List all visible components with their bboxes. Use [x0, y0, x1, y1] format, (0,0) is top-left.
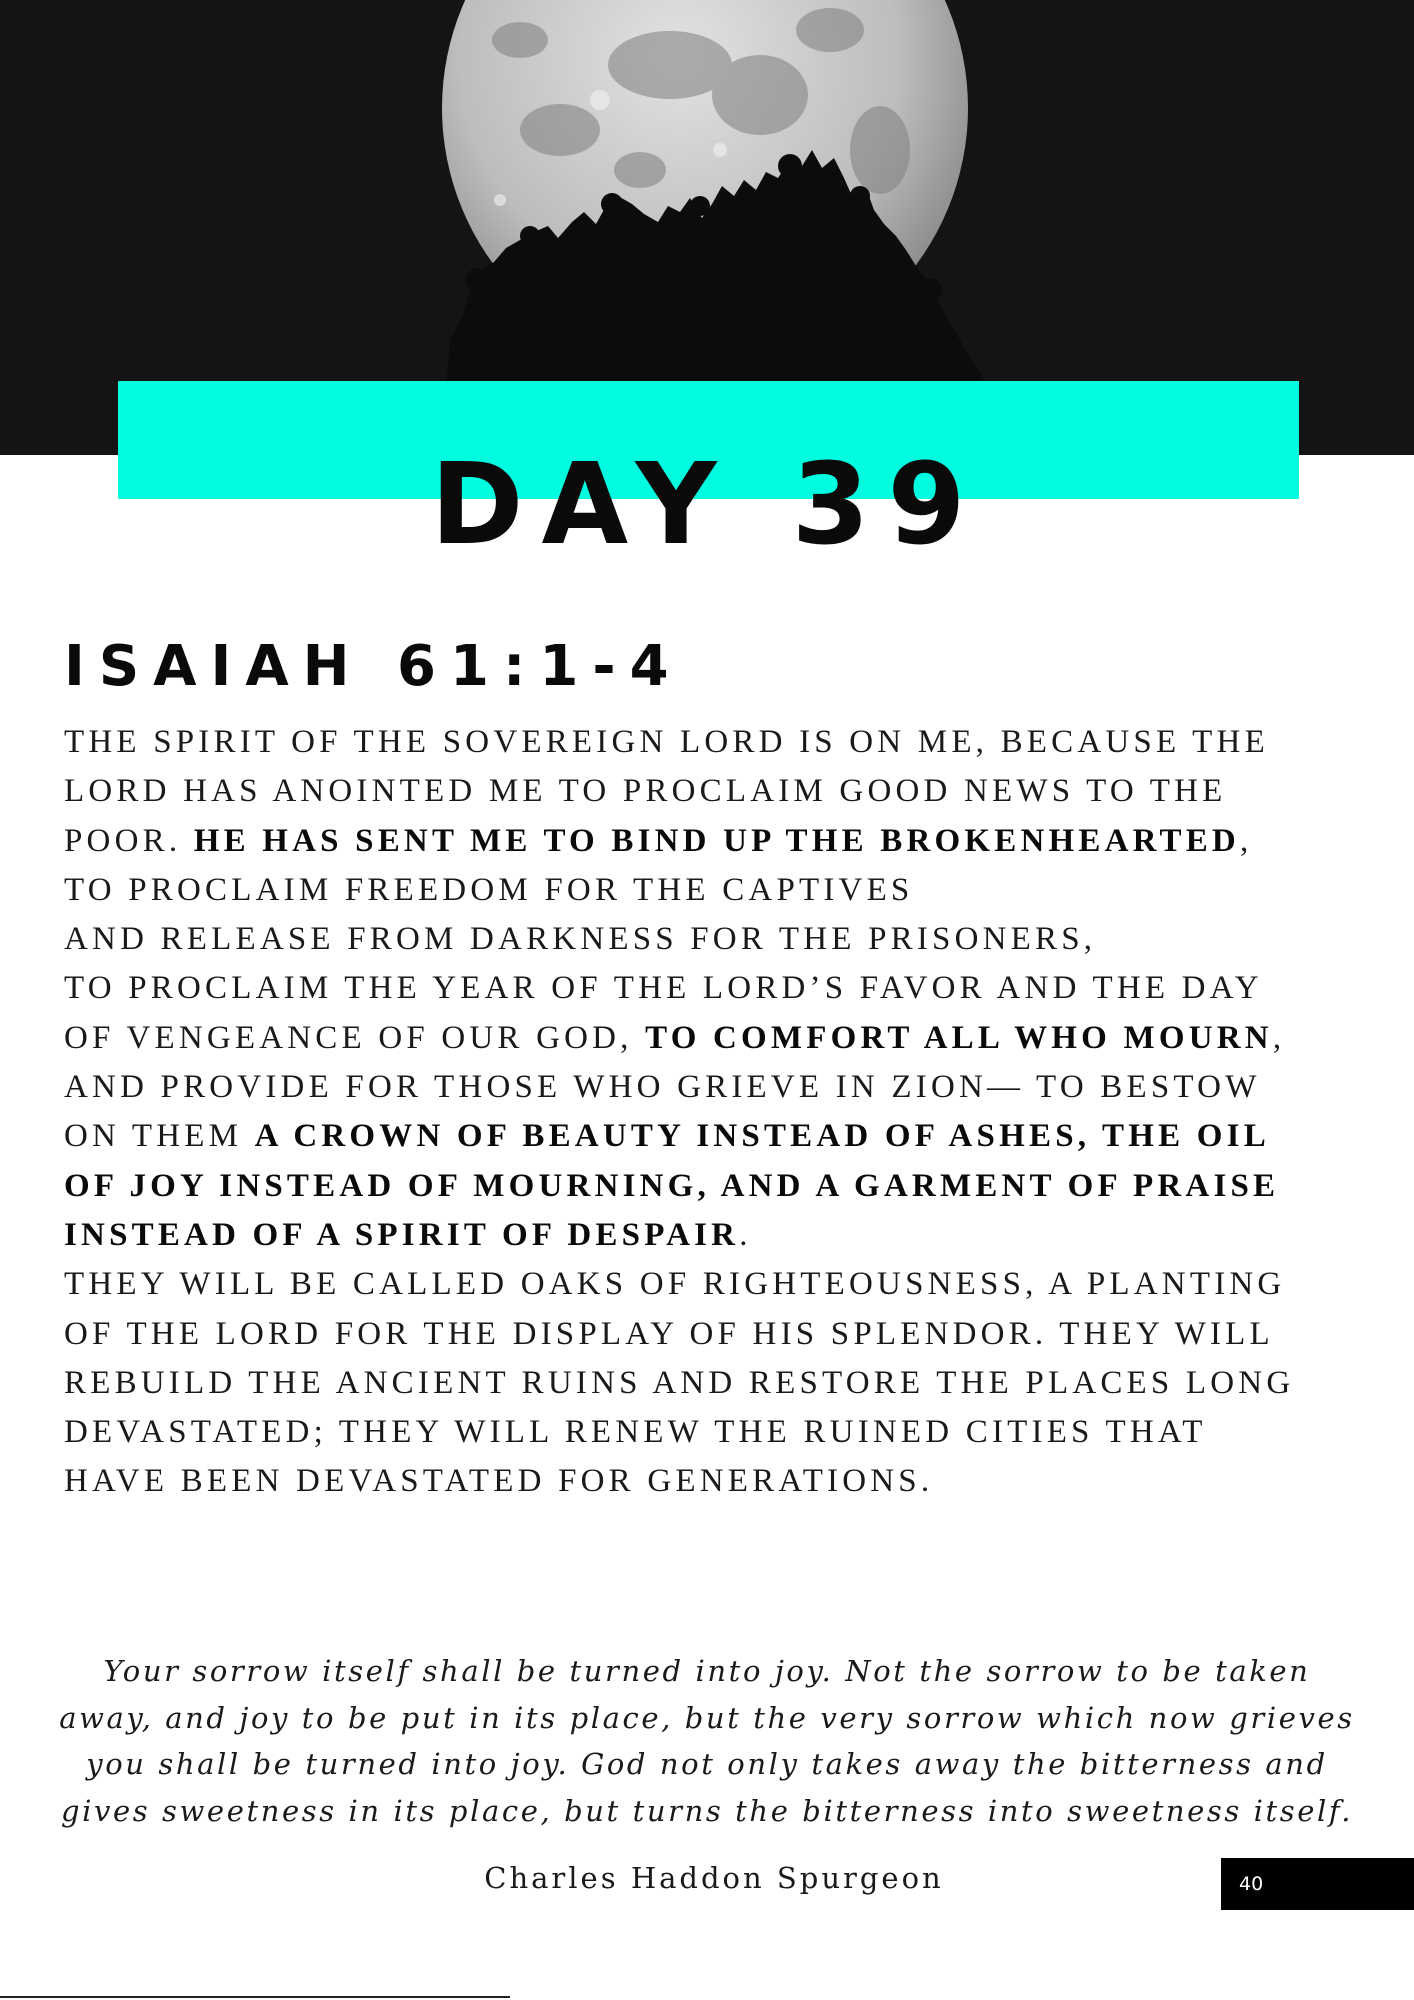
scripture-segment: REBUILD THE ANCIENT RUINS AND RESTORE THE PLACES LONG [64, 1364, 1295, 1401]
scripture-segment: OF VENGEANCE OF OUR GOD, [64, 1019, 646, 1056]
quote-line: gives sweetness in its place, but turns the bitterness into sweetness itself. [60, 1793, 1354, 1828]
scripture-line [64, 915, 1364, 964]
quote-line: Your sorrow itself shall be turned into joy. Not the sorrow to be taken [103, 1654, 1311, 1688]
scripture-line [64, 866, 1364, 915]
scripture-line [64, 817, 1364, 866]
scripture-emphasis: INSTEAD OF A SPIRIT OF DESPAIR [64, 1216, 740, 1253]
scripture-segment: , [1239, 822, 1253, 859]
scripture-segment: . [739, 1216, 752, 1253]
scripture-segment: POOR. [64, 822, 194, 859]
scripture-segment: TO PROCLAIM THE YEAR OF THE LORD’S FAVOR AND THE DAY [64, 970, 1263, 1007]
scripture-text [64, 718, 1364, 1507]
page-number: 40 [1221, 1858, 1414, 1910]
scripture-line [64, 718, 1364, 767]
scripture-emphasis: OF JOY INSTEAD OF MOURNING, AND A GARMENT OF PRAISE [64, 1167, 1280, 1204]
scripture-line [64, 1211, 1364, 1260]
scripture-line [64, 1457, 1364, 1506]
spurgeon-quote [40, 1648, 1374, 1834]
scripture-line [64, 1063, 1364, 1112]
scripture-segment: TO PROCLAIM FREEDOM FOR THE CAPTIVES [64, 871, 914, 908]
scripture-segment: , [1272, 1019, 1286, 1056]
quote-line: away, and joy to be put in its place, but the very sorrow which now grieves [59, 1700, 1355, 1735]
day-title: DAY 39 [430, 440, 984, 570]
scripture-segment: DEVASTATED; THEY WILL RENEW THE RUINED CITIES THAT [64, 1414, 1207, 1451]
quote-line: you shall be turned into joy. God not only takes away the bitterness and [86, 1747, 1328, 1781]
scripture-line [64, 964, 1364, 1013]
scripture-line [64, 1014, 1364, 1063]
scripture-line [64, 1162, 1364, 1211]
scripture-line [64, 767, 1364, 816]
scripture-segment: AND RELEASE FROM DARKNESS FOR THE PRISONERS, [64, 921, 1097, 958]
scripture-segment: OF THE LORD FOR THE DISPLAY OF HIS SPLENDOR. THEY WILL [64, 1315, 1274, 1352]
scripture-line [64, 1359, 1364, 1408]
scripture-line [64, 1112, 1364, 1161]
scripture-line [64, 1310, 1364, 1359]
footer-rule [0, 1996, 510, 1998]
scripture-line [64, 1408, 1364, 1457]
scripture-segment: HAVE BEEN DEVASTATED FOR GENERATIONS. [64, 1463, 934, 1500]
scripture-segment: THEY WILL BE CALLED OAKS OF RIGHTEOUSNESS, A PLANTING [64, 1266, 1286, 1303]
scripture-emphasis: TO COMFORT ALL WHO MOURN [645, 1019, 1273, 1056]
scripture-emphasis: A CROWN OF BEAUTY INSTEAD OF ASHES, THE OIL [254, 1118, 1270, 1155]
scripture-line [64, 1260, 1364, 1309]
scripture-segment: LORD HAS ANOINTED ME TO PROCLAIM GOOD NEWS TO THE [64, 773, 1227, 810]
scripture-segment: AND PROVIDE FOR THOSE WHO GRIEVE IN ZION— TO BESTOW [64, 1069, 1261, 1106]
scripture-emphasis: HE HAS SENT ME TO BIND UP THE BROKENHEARTED [193, 822, 1240, 859]
scripture-segment: ON THEM [64, 1118, 255, 1155]
quote-author: Charles Haddon Spurgeon [484, 1861, 944, 1895]
scripture-segment: THE SPIRIT OF THE SOVEREIGN LORD IS ON ME, BECAUSE THE [64, 724, 1269, 760]
scripture-reference: ISAIAH 61:1-4 [64, 634, 683, 699]
